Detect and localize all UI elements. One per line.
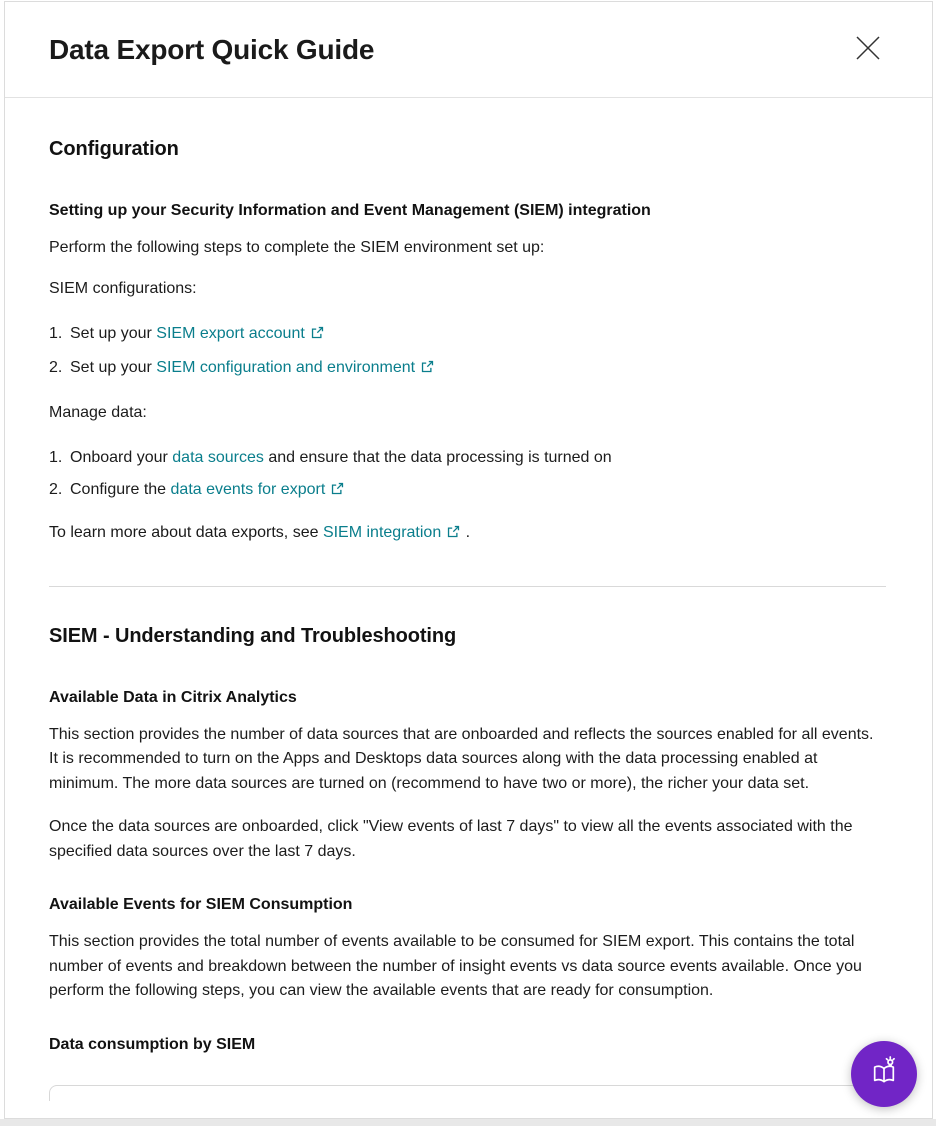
data-events-for-export-link[interactable]: data events for export [171,481,346,498]
available-data-paragraph-1: This section provides the number of data sources that are onboarded and reflects the sources enabled for all events. It is recommended to turn on the Apps and Desktops data sources along with the data processing enabled at minimum. The more data sources are turned on (recommend to have two or more), the richer your data set. [49,725,874,792]
list-number: 2. [49,358,63,376]
close-button[interactable] [852,34,884,66]
list-item [49,323,886,347]
list-number: 2. [49,480,63,498]
section-heading-troubleshooting: SIEM - Understanding and Troubleshooting [49,624,457,647]
list-number: 1. [49,324,63,342]
siem-configurations-label: SIEM configurations: [49,279,197,297]
learn-more-text: To learn more about data exports, see [49,523,323,541]
section-heading-configuration: Configuration [49,138,179,160]
siem-steps-list [49,323,886,381]
manage-data-steps-list [49,447,886,503]
subhead-siem-integration-setup: Setting up your Security Information and Event Management (SIEM) integration [49,202,651,219]
available-events-paragraph: This section provides the total number of events available to be consumed for SIEM export. This contains the total number of events and breakdown between the number of insight events vs data source events available. Once you perform the following steps, you can view the available events that are ready for consumption. [49,933,862,999]
learn-more-line [49,522,886,546]
siem-integration-link[interactable]: SIEM integration [323,524,461,541]
external-link-icon [446,526,461,543]
manage-data-label: Manage data: [49,403,147,421]
data-sources-link[interactable]: data sources [172,448,264,466]
data-consumption-panel [49,1085,886,1101]
subhead-available-data: Available Data in Citrix Analytics [49,688,297,706]
subhead-available-events: Available Events for SIEM Consumption [49,896,353,913]
available-data-paragraph-2: Once the data sources are onboarded, click "View events of last 7 days" to view all the events associated with the specified data sources over the last 7 days. [49,818,853,860]
quick-guide-panel [4,1,933,1119]
section-divider [49,586,886,587]
list-item [49,357,886,381]
intro-paragraph: Perform the following steps to complete the SIEM environment set up: [49,239,545,256]
siem-export-account-link[interactable]: SIEM export account [156,325,325,342]
list-item [49,479,886,503]
book-lightbulb-icon [865,1054,903,1095]
list-number: 1. [49,448,63,466]
step-text: and ensure that the data processing is turned on [263,448,612,466]
panel-header [5,2,932,98]
learn-more-text: . [461,523,471,541]
step-text: Onboard your [70,448,173,466]
page-title: Data Export Quick Guide [49,33,375,65]
page-background-strip [0,1119,936,1126]
step-text: Set up your [70,324,157,342]
list-item [49,447,886,469]
help-guide-fab[interactable] [851,1041,917,1107]
panel-content [5,136,932,1101]
external-link-icon [420,361,435,378]
close-icon [853,33,883,66]
step-text: Set up your [70,358,157,376]
subhead-data-consumption: Data consumption by SIEM [49,1035,256,1053]
external-link-icon [310,327,325,344]
external-link-icon [330,483,345,500]
siem-configuration-environment-link[interactable]: SIEM configuration and environment [156,359,435,376]
step-text: Configure the [70,480,171,498]
